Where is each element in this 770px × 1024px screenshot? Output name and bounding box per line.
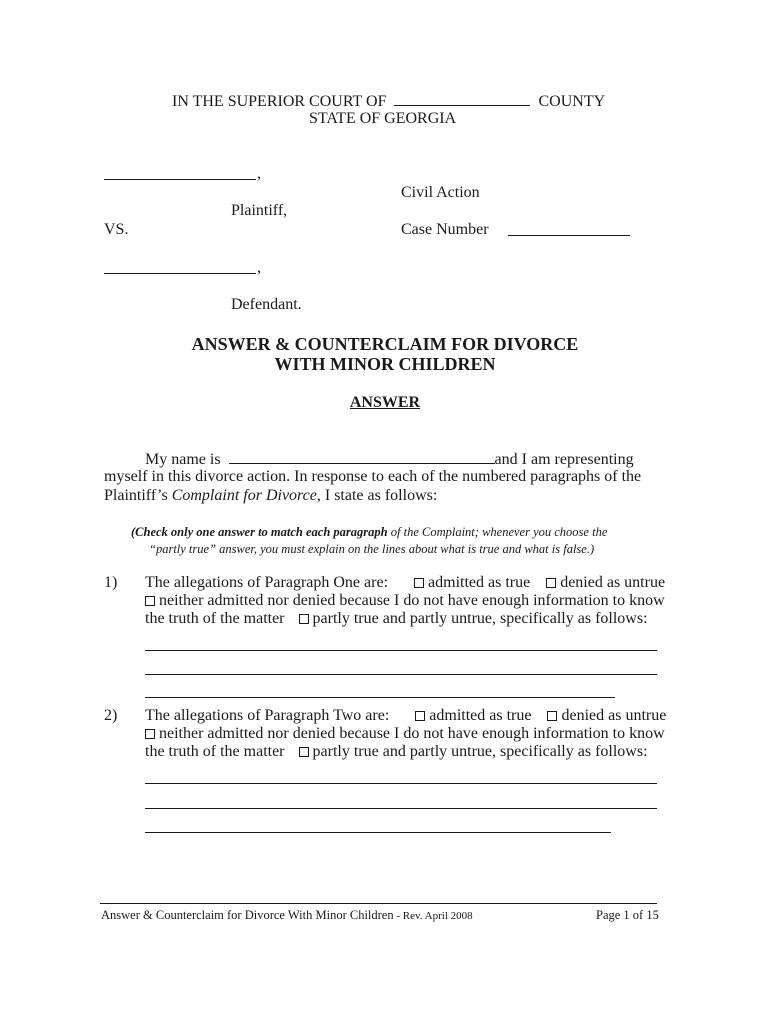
truth-label: the truth of the matter: [145, 610, 285, 627]
plaintiff-name-blank[interactable]: [104, 179, 256, 180]
paragraph-1-line1: [145, 574, 665, 592]
admitted-label: admitted as true: [428, 574, 531, 591]
case-number-blank[interactable]: [508, 235, 630, 236]
paragraph-2-line2: [145, 725, 665, 743]
section-heading: [0, 394, 770, 412]
document-title-line2: WITH MINOR CHILDREN: [274, 354, 496, 374]
intro-line3-prefix: Plaintiff’s: [104, 487, 172, 504]
document-title-line1: ANSWER & COUNTERCLAIM FOR DIVORCE: [191, 334, 579, 354]
court-prefix: IN THE SUPERIOR COURT OF: [172, 93, 387, 110]
paragraph-2-number: 2): [104, 707, 118, 724]
admitted-checkbox[interactable]: [415, 711, 425, 721]
footer-revision: - Rev. April 2008: [393, 910, 473, 922]
intro-line1: [145, 449, 634, 469]
partly-label: partly true and partly untrue, specifically as follows:: [312, 743, 648, 760]
neither-checkbox[interactable]: [145, 596, 155, 606]
instructions-line1: [131, 525, 607, 540]
defendant-label: Defendant.: [231, 296, 302, 313]
explanation-line[interactable]: [145, 650, 657, 651]
page-number: Page 1 of 15: [596, 908, 659, 922]
explanation-line[interactable]: [145, 832, 611, 833]
intro-line2: myself in this divorce action. In response to each of the numbered paragraphs of the: [104, 468, 642, 485]
paragraph-2-line1: [145, 707, 666, 725]
neither-label: neither admitted nor denied because I do not have enough information to know: [159, 592, 665, 609]
state-label: STATE OF GEORGIA: [309, 110, 457, 127]
footer-title: [101, 908, 473, 923]
paragraph-1-number: 1): [104, 574, 118, 591]
paragraph-2-lead: The allegations of Paragraph Two are:: [145, 707, 390, 724]
intro-line3-suffix: , I state as follows:: [316, 487, 438, 504]
case-number-label: Case Number: [401, 221, 489, 238]
paragraph-1-lead: The allegations of Paragraph One are:: [145, 574, 389, 591]
instructions-line2: “partly true” answer, you must explain on the lines about what is true and what is false.): [149, 542, 595, 556]
civil-action-label: Civil Action: [401, 184, 480, 201]
and-representing: and I am representing: [494, 451, 634, 468]
defendant-name-blank[interactable]: [104, 273, 256, 274]
plaintiff-comma: ,: [257, 165, 261, 182]
instructions-rest: of the Complaint; whenever you choose the: [387, 525, 608, 539]
instructions-bold: (Check only one answer to match each paragraph: [131, 525, 388, 539]
answer-heading: ANSWER: [349, 394, 421, 411]
neither-label: neither admitted nor denied because I do not have enough information to know: [159, 725, 665, 742]
admitted-label: admitted as true: [429, 707, 532, 724]
paragraph-2-line3: [145, 743, 648, 761]
partly-label: partly true and partly untrue, specifically as follows:: [312, 610, 648, 627]
county-blank[interactable]: [394, 91, 530, 106]
denied-label: denied as untrue: [561, 707, 667, 724]
footer-doc-title: Answer & Counterclaim for Divorce With Minor Children: [101, 908, 394, 922]
truth-label: the truth of the matter: [145, 743, 285, 760]
complaint-title: Complaint for Divorce: [171, 487, 317, 504]
paragraph-1-line2: [145, 592, 665, 610]
intro-line3: [104, 487, 437, 505]
explanation-line[interactable]: [145, 697, 615, 698]
name-blank[interactable]: [229, 449, 495, 464]
explanation-line[interactable]: [145, 783, 657, 784]
county-label: COUNTY: [538, 93, 606, 110]
court-header: [172, 91, 605, 111]
paragraph-1-line3: [145, 610, 648, 628]
explanation-line[interactable]: [145, 808, 657, 809]
my-name-is: My name is: [145, 451, 221, 468]
denied-checkbox[interactable]: [546, 578, 556, 588]
explanation-line[interactable]: [145, 674, 657, 675]
partly-checkbox[interactable]: [299, 747, 309, 757]
footer-rule: [100, 903, 657, 904]
vs-label: VS.: [104, 221, 129, 238]
plaintiff-label: Plaintiff,: [231, 202, 288, 219]
denied-checkbox[interactable]: [547, 711, 557, 721]
admitted-checkbox[interactable]: [414, 578, 424, 588]
denied-label: denied as untrue: [560, 574, 666, 591]
defendant-comma: ,: [257, 259, 261, 276]
neither-checkbox[interactable]: [145, 729, 155, 739]
partly-checkbox[interactable]: [299, 614, 309, 624]
